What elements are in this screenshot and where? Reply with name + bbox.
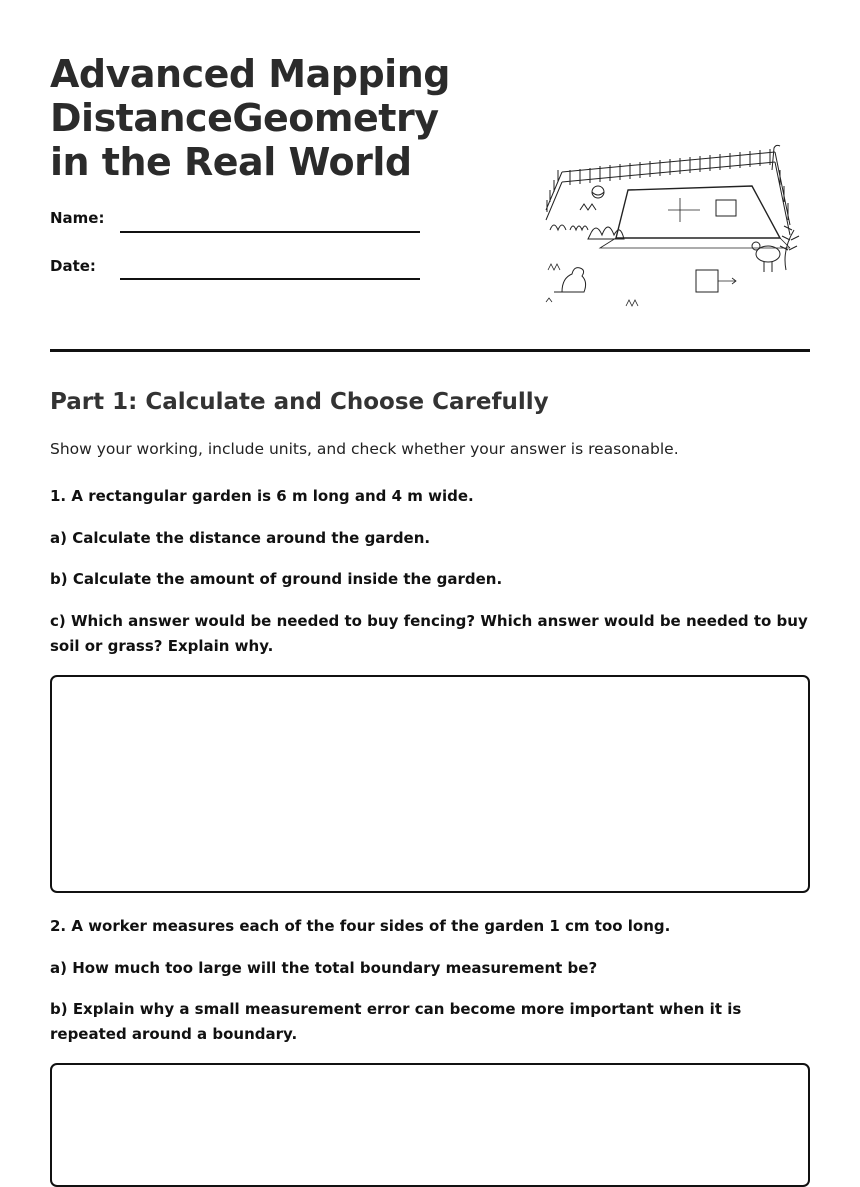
fence-back [562,149,775,185]
question-1-stem: 1. A rectangular garden is 6 m long and 4 m wide. [50,487,474,505]
question-2-stem: 2. A worker measures each of the four sides of the garden 1 cm too long. [50,917,671,935]
bushes [550,186,624,239]
question-1a: a) Calculate the distance around the garden. [50,529,431,547]
question-2b: b) Explain why a small measurement error can become more important when it is repeated around a boundary. [50,1000,742,1043]
fence-right [775,152,790,235]
fence-left [546,170,562,220]
name-label: Name: [50,209,105,227]
question-1b: b) Calculate the amount of ground inside the garden. [50,570,503,588]
name-input-line[interactable] [120,231,420,233]
worksheet-title: Advanced Mapping DistanceGeometry in the Real World [50,52,450,184]
answer-box-1[interactable] [50,675,810,893]
square-marker-small [716,200,736,216]
date-label: Date: [50,257,96,275]
question-2a: a) How much too large will the total boundary measurement be? [50,959,598,977]
dog [554,268,586,292]
answer-box-2[interactable] [50,1063,810,1187]
question-1c: c) Which answer would be needed to buy fencing? Which answer would be needed to buy soil or grass? Explain why. [50,612,808,655]
section-divider [50,349,810,352]
part1-instructions: Show your working, include units, and check whether your answer is reasonable. [50,440,679,458]
bird [752,242,780,272]
part1-heading: Part 1: Calculate and Choose Carefully [50,389,549,415]
garden-plot-illustration [540,140,802,315]
garden-plot [616,186,780,238]
date-input-line[interactable] [120,278,420,280]
square-marker-large [696,270,718,292]
